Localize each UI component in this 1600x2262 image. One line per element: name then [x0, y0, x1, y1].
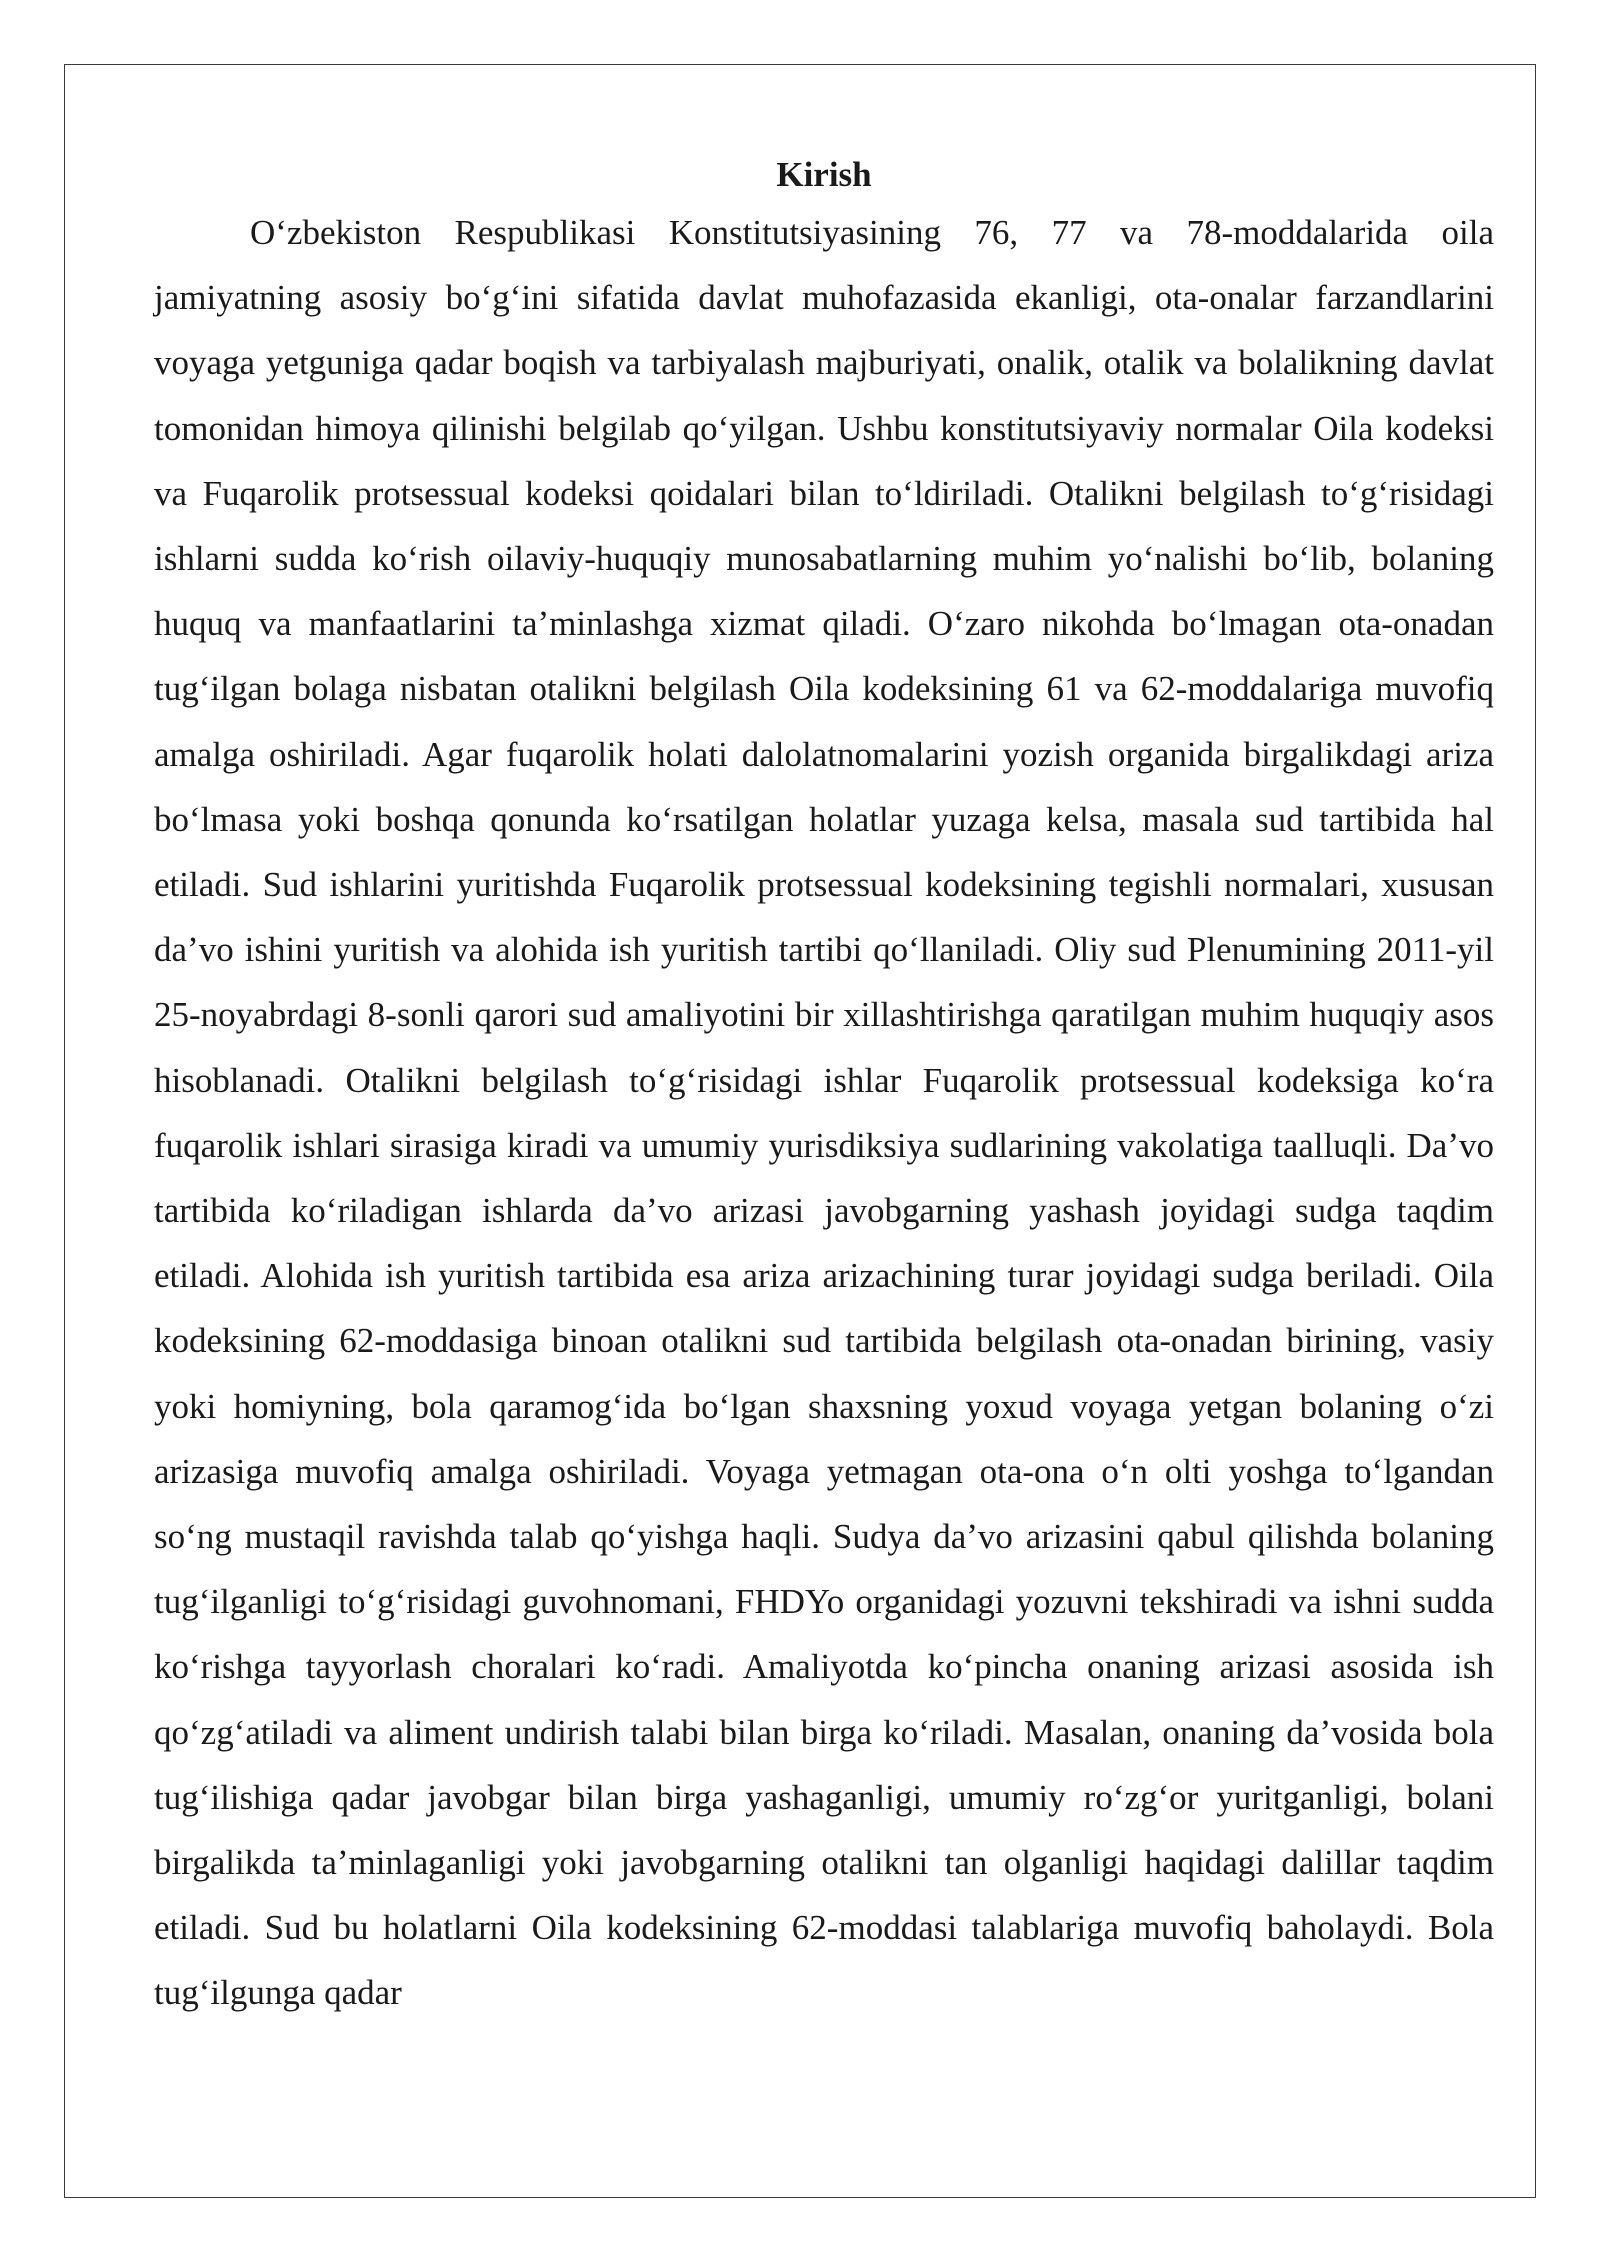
document-title: Kirish: [776, 155, 872, 194]
document-body: [154, 150, 1494, 2026]
body-paragraph: Oʻzbekiston Respublikasi Konstitutsiyasining 76, 77 va 78-moddalarida oila jamiyatning asosiy boʻgʻini sifatida davlat muhofazasida ekanligi, ota-onalar farzandlarini voyaga yetguniga qadar boqish va tarbiyalash majburiyati, onalik, otalik va bolalikning davlat tomonidan himoya qilinishi belgilab qoʻyilgan. Ushbu konstitutsiyaviy normalar Oila kodeksi va Fuqarolik protsessual kodeksi qoidalari bilan toʻldiriladi. Otalikni belgilash toʻgʻrisidagi ishlarni sudda koʻrish oilaviy-huquqiy munosabatlarning muhim yoʻnalishi boʻlib, bolaning huquq va manfaatlarini taʼminlashga xizmat qiladi. Oʻzaro nikohda boʻlmagan ota-onadan tugʻilgan bolaga nisbatan otalikni belgilash Oila kodeksining 61 va 62-moddalariga muvofiq amalga oshiriladi. Agar fuqarolik holati dalolatnomalarini yozish organida birgalikdagi ariza boʻlmasa yoki boshqa qonunda koʻrsatilgan holatlar yuzaga kelsa, masala sud tartibida hal etiladi. Sud ishlarini yuritishda Fuqarolik protsessual kodeksining tegishli normalari, xususan daʼvo ishini yuritish va alohida ish yuritish tartibi qoʻllaniladi. Oliy sud Plenumining 2011-yil 25-noyabrdagi 8-sonli qarori sud amaliyotini bir xillashtirishga qaratilgan muhim huquqiy asos hisoblanadi. Otalikni belgilash toʻgʻrisidagi ishlar Fuqarolik protsessual kodeksiga koʻra fuqarolik ishlari sirasiga kiradi va umumiy yurisdiksiya sudlarining vakolatiga taalluqli. Daʼvo tartibida koʻriladigan ishlarda daʼvo arizasi javobgarning yashash joyidagi sudga taqdim etiladi. Alohida ish yuritish tartibida esa ariza arizachining turar joyidagi sudga beriladi. Oila kodeksining 62-moddasiga binoan otalikni sud tartibida belgilash ota-onadan birining, vasiy yoki homiyning, bola qaramogʻida boʻlgan shaxsning yoxud voyaga yetgan bolaning oʻzi arizasiga muvofiq amalga oshiriladi. Voyaga yetmagan ota-ona oʻn olti yoshga toʻlgandan soʻng mustaqil ravishda talab qoʻyishga haqli. Sudya daʼvo arizasini qabul qilishda bolaning tugʻilganligi toʻgʻrisidagi guvohnomani, FHDYo organidagi yozuvni tekshiradi va ishni sudda koʻrishga tayyorlash choralari koʻradi. Amaliyotda koʻpincha onaning arizasi asosida ish qoʻzgʻatiladi va aliment undirish talabi bilan birga koʻriladi. Masalan, onaning daʼvosida bola tugʻilishiga qadar javobgar bilan birga yashaganligi, umumiy roʻzgʻor yuritganligi, bolani birgalikda taʼminlaganligi yoki javobgarning otalikni tan olganligi haqidagi dalillar taqdim etiladi. Sud bu holatlarni Oila kodeksining 62-moddasi talablariga muvofiq baholaydi. Bola tugʻilgunga qadar: [154, 213, 1494, 2013]
